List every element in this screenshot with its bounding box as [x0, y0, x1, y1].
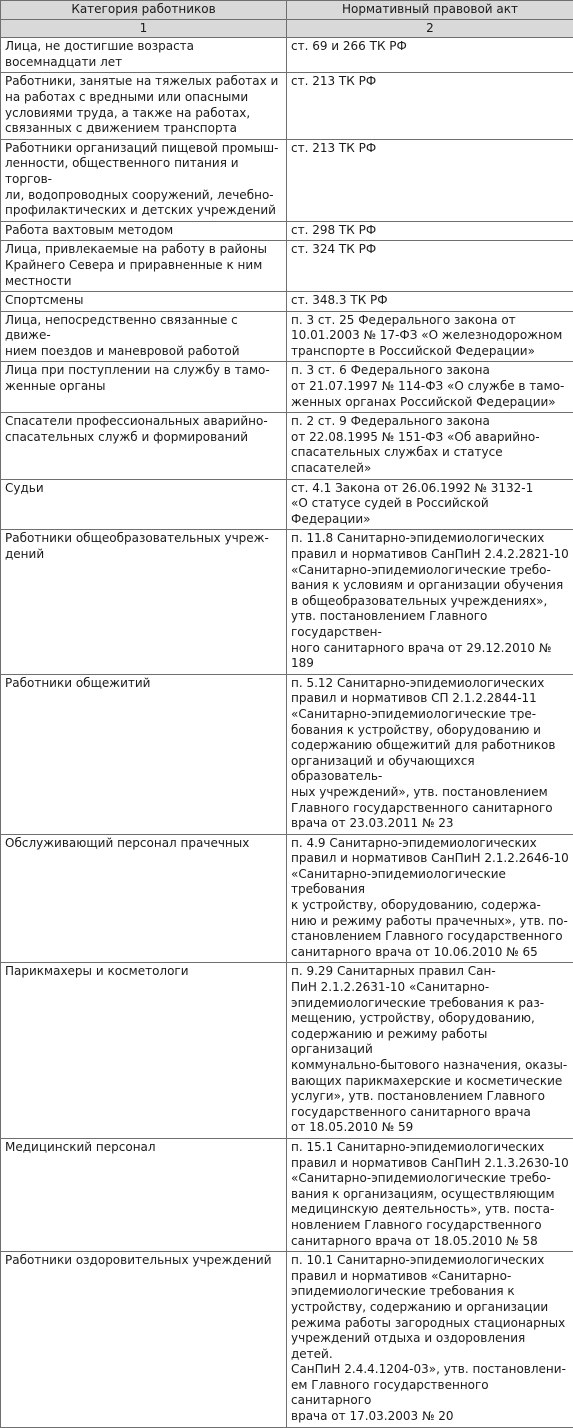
column-number-row [1, 19, 573, 38]
worker-category-cell: Лица при поступлении на службу в тамо- женные органы [1, 362, 287, 413]
table-row [1, 73, 573, 139]
table-row [1, 413, 573, 479]
column-number-1: 1 [1, 19, 287, 38]
legal-act-cell: п. 4.9 Санитарно-эпидемиологических правил и нормативов СанПиН 2.1.2.2646-10 «Санитарно-эпидемиологические требования к устройству, оборудованию, содержа- нию и режиму работы прачечных», утв. по- становлением Главного государственного санитарного врача от 10.06.2010 № 65 [287, 834, 573, 963]
worker-category-cell: Работники общежитий [1, 674, 287, 834]
legal-act-cell: ст. 348.3 ТК РФ [287, 292, 573, 312]
table-row [1, 311, 573, 362]
legal-act-cell: ст. 213 ТК РФ [287, 73, 573, 139]
worker-category-cell: Лица, привлекаемые на работу в районы Крайнего Севера и приравненные к ним местности [1, 241, 287, 292]
table-row [1, 362, 573, 413]
table-row [1, 38, 573, 73]
column-header-category: Категория работников [1, 1, 287, 20]
table-row [1, 479, 573, 530]
worker-category-cell: Обслуживающий персонал прачечных [1, 834, 287, 963]
worker-category-cell: Спасатели профессиональных аварийно- спасательных служб и формирований [1, 413, 287, 479]
table-row [1, 674, 573, 834]
column-header-act: Нормативный правовой акт [287, 1, 573, 20]
worker-category-cell: Работа вахтовым методом [1, 221, 287, 241]
worker-category-cell: Спортсмены [1, 292, 287, 312]
table-row [1, 139, 573, 221]
worker-category-cell: Лица, непосредственно связанные с движе- нием поездов и маневровой работой [1, 311, 287, 362]
worker-category-cell: Работники оздоровительных учреждений [1, 1252, 287, 1428]
worker-category-cell: Лица, не достигшие возраста восемнадцати лет [1, 38, 287, 73]
table-row [1, 1252, 573, 1428]
legal-act-cell: п. 10.1 Санитарно-эпидемиологических правил и нормативов «Санитарно- эпидемиологические требования к устройству, содержанию и организации режима работы загородных стационарных учреждений отдыха и оздоровления детей. СанПиН 2.4.4.1204-03», утв. постановлени- ем Главного государственного санитарного врача от 17.03.2003 № 20 [287, 1252, 573, 1428]
legal-act-cell: ст. 69 и 266 ТК РФ [287, 38, 573, 73]
legal-act-cell: п. 15.1 Санитарно-эпидемиологических правил и нормативов СанПиН 2.1.3.2630-10 «Санитарно-эпидемиологические требо- вания к организациям, осуществляющим медицинскую деятельность», утв. поста- новлением Главного государственного санитарного врача от 18.05.2010 № 58 [287, 1138, 573, 1251]
worker-category-cell: Работники организаций пищевой промыш- ленности, общественного питания и торгов- ли, водопроводных сооружений, лечебно- профилактических и детских учреждений [1, 139, 287, 221]
table-row [1, 963, 573, 1139]
table-row [1, 221, 573, 241]
worker-category-cell: Судьи [1, 479, 287, 530]
legal-act-cell: п. 5.12 Санитарно-эпидемиологических правил и нормативов СП 2.1.2.2844-11 «Санитарно-эпидемиологические тре- бования к устройству, оборудованию и содержанию общежитий для работников организаций и обучающихся образователь- ных учреждений», утв. постановлением Главного государственного санитарного врача от 23.03.2011 № 23 [287, 674, 573, 834]
legal-act-cell: ст. 4.1 Закона от 26.06.1992 № 3132-1 «О статусе судей в Российской Федерации» [287, 479, 573, 530]
legal-act-cell: п. 3 ст. 25 Федерального закона от 10.01.2003 № 17-ФЗ «О железнодорожном транспорте в Российской Федерации» [287, 311, 573, 362]
table-row [1, 1138, 573, 1251]
legal-act-cell: п. 11.8 Санитарно-эпидемиологических правил и нормативов СанПиН 2.4.2.2821-10 «Санитарно-эпидемиологические требо- вания к условиям и организации обучения в общеобразовательных учреждениях», утв. постановлением Главного государствен- ного санитарного врача от 29.12.2010 № 189 [287, 530, 573, 674]
table-row [1, 530, 573, 674]
worker-category-cell: Медицинский персонал [1, 1138, 287, 1251]
legal-act-cell: ст. 324 ТК РФ [287, 241, 573, 292]
header-row [1, 1, 573, 20]
table-row [1, 834, 573, 963]
legal-act-cell: п. 3 ст. 6 Федерального закона от 21.07.1997 № 114-ФЗ «О службе в тамо- женных органах Российской Федерации» [287, 362, 573, 413]
legal-act-cell: ст. 298 ТК РФ [287, 221, 573, 241]
worker-category-cell: Работники, занятые на тяжелых работах и на работах с вредными или опасными условиями труда, а также на работах, связанных с движением транспорта [1, 73, 287, 139]
worker-category-cell: Работники общеобразовательных учреж- дений [1, 530, 287, 674]
legal-act-cell: п. 2 ст. 9 Федерального закона от 22.08.1995 № 151-ФЗ «Об аварийно- спасательных службах и статусе спасателей» [287, 413, 573, 479]
table-row [1, 241, 573, 292]
worker-category-cell: Парикмахеры и косметологи [1, 963, 287, 1139]
table-row [1, 292, 573, 312]
legal-act-cell: ст. 213 ТК РФ [287, 139, 573, 221]
column-number-2: 2 [287, 19, 573, 38]
legal-act-cell: п. 9.29 Санитарных правил Сан- ПиН 2.1.2.2631-10 «Санитарно- эпидемиологические требования к раз- мещению, устройству, оборудованию, содержанию и режиму работы организаций коммунально-бытового назначения, оказы- вающих парикмахерские и косметические услуги», утв. постановлением Главного государственного санитарного врача от 18.05.2010 № 59 [287, 963, 573, 1139]
